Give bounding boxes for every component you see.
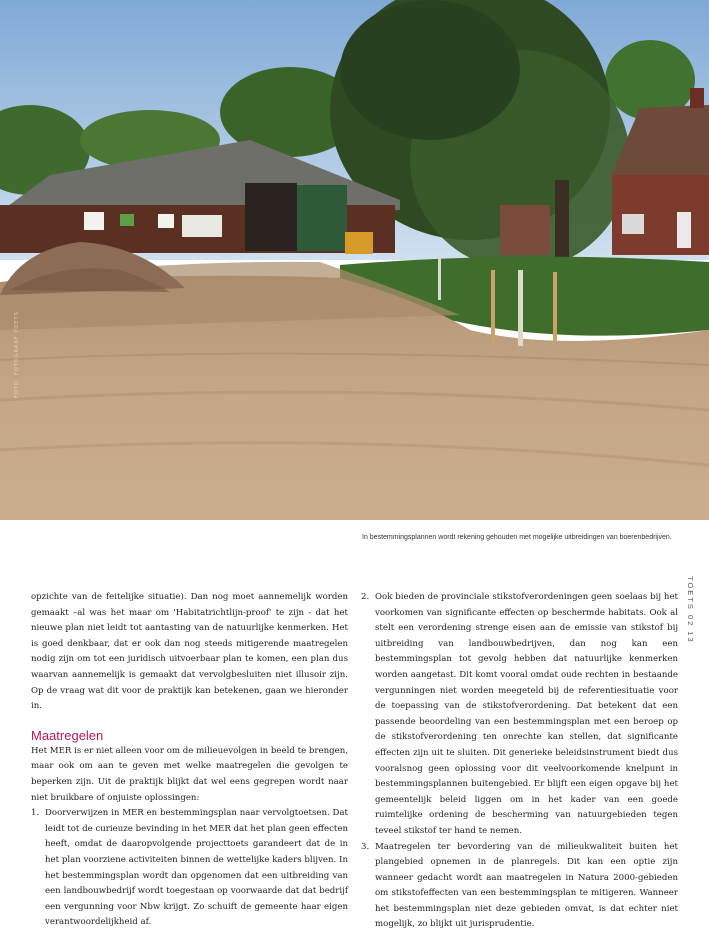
- list-item-number: 3.: [361, 841, 370, 852]
- list-item-number: 1.: [31, 808, 40, 819]
- measures-list-left: [31, 806, 348, 931]
- intro-paragraph: opzichte van de feitelijke situatie). Dan nog moet aannemelijk worden gemaakt –al was het maar om 'Habitatrichtlijn-proof' te zijn - dat het nieuwe plan niet leidt tot aantasting van de natuurlijke kenmerken. Het is goed denkbaar, dat er ook dan nog steeds mitigerende maatregelen nodig zijn om tot een juridisch uitvoerbaar plan te komen, een plan dus waarvan aannemelijk is gemaakt dat vervolgbesluiten niet illusoir zijn. Op de vraag wat dit voor de praktijk kan betekenen, gaan we hieronder in.: [31, 592, 348, 712]
- running-head: TOETS 02 13: [686, 576, 695, 644]
- list-item: [361, 590, 678, 840]
- measures-list-right: [361, 590, 678, 933]
- photo-credit: FOTO: FOTOGRAAF TOETS: [14, 311, 20, 398]
- list-item-number: 2.: [361, 592, 370, 602]
- section-intro-paragraph: Het MER is er niet alleen voor om de milieuevolgen in beeld te brengen, maar ook om aan te geven met welke maatregelen die gevolgen te beperken zijn. Uit de praktijk blijkt dat wel eens gegrepen wordt naar niet bruikbare of onjuiste oplossingen:: [31, 745, 348, 803]
- right-column: [361, 590, 678, 933]
- list-item-text: Doorverwijzen in MER en bestemmingsplan naar vervolgtoetsen. Dat leidt tot de curieuze bevinding in het MER dat het plan geen effecten heeft, omdat de daaropvolgende projecttoets garandeert dat de in het plan voorziene activiteiten binnen de wettelijke kaders blijven. In het bestemmingsplan wordt dan opgenomen dat een uitbreiding van een landbouwbedrijf wordt toegestaan op voorwaarde dat dat bedrijf een vergunning voor Nbw krijgt. Zo schuift de gemeente haar eigen verantwoordelijkheid af.: [45, 808, 348, 928]
- list-item: [31, 806, 348, 931]
- left-column: [31, 590, 348, 931]
- list-item: [361, 840, 678, 934]
- photo-caption: In bestemmingsplannen wordt rekening gehouden met mogelijke uitbreidingen van boerenbedrijven.: [362, 534, 672, 541]
- list-item-text: Ook bieden de provinciale stikstofverordeningen geen soelaas bij het voorkomen van significante effecten op beschermde habitats. Ook al stelt een verordening strenge eisen aan de emissie van stikstof bij uitbreiding van landbouwbedrijven, dan nog kan een bestemmingsplan tot gevolg hebben dat natuurlijke kenmerken worden aangetast. Dit komt vooral omdat oude rechten in bestaande vergunningen niet worden meegeteld bij de referentiesituatie voor de toepassing van de stikstofverordening. Dat betekent dat een passende beoordeling van een bestemmingsplan met een beroep op de stikstofverordening ten onrechte kan stellen, dat significante effecten zijn uit te sluiten. Dit generieke beleidsinstrument biedt dus vooralsnog geen oplossing voor dit veelvoorkomende knelpunt in bestemmingsplannen buitengebied. Er blijft een eigen opgave bij het gemeentelijk beleid liggen om in het kader van een goede ruimtelijke ordening de bescherming van natuurgebieden tegen teveel stikstof ter hand te nemen.: [375, 592, 678, 836]
- section-heading: Maatregelen: [31, 727, 104, 743]
- list-item-text: Maatregelen ter bevordering van de milieukwaliteit buiten het plangebied opnemen in de planregels. Dit kan een optie zijn wanneer gedacht wordt aan maatregelen in Natura 2000-gebieden om stikstofeffecten van een bestemmingsplan te mitigeren. Wanneer het bestemmingsplan niet deze gebieden omvat, is dat echter niet mogelijk, zo blijkt uit jurisprudentie.: [375, 841, 678, 930]
